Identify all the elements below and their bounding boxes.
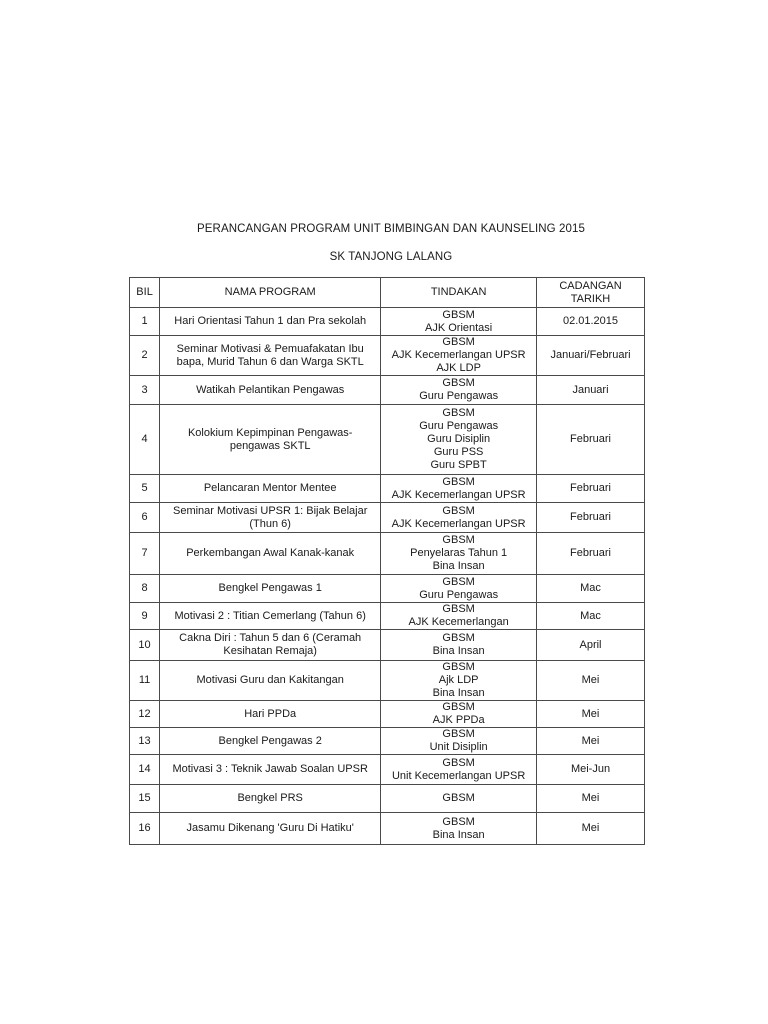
cell-bil: 4 [130, 405, 160, 475]
header-cadangan-tarikh: CADANGAN TARIKH [537, 278, 645, 308]
tindakan-item: GBSM [442, 575, 475, 588]
tindakan-item: GBSM [442, 407, 475, 419]
cell-nama-program: Bengkel Pengawas 1 [160, 575, 381, 603]
cell-nama-program: Motivasi 3 : Teknik Jawab Soalan UPSR [160, 755, 381, 785]
cell-cadangan-tarikh: Mac [537, 603, 645, 630]
tindakan-item: AJK Kecemerlangan UPSR [391, 488, 526, 501]
tindakan-item: GBSM [442, 728, 475, 740]
table-row [130, 376, 645, 405]
cell-cadangan-tarikh: Mac [537, 575, 645, 603]
tindakan-item: GBSM [442, 815, 475, 828]
tindakan-item: GBSM [442, 756, 475, 769]
tindakan-item: Bina Insan [432, 687, 485, 699]
cell-cadangan-tarikh: 02.01.2015 [537, 308, 645, 336]
cell-cadangan-tarikh: Mei [537, 661, 645, 701]
table-body [130, 308, 645, 845]
cell-bil: 8 [130, 575, 160, 603]
tindakan-item: Guru Disiplin [427, 433, 491, 445]
cell-tindakan [381, 755, 537, 785]
cell-cadangan-tarikh: Mei-Jun [537, 755, 645, 785]
table-row [130, 533, 645, 575]
tindakan-item: Penyelaras Tahun 1 [410, 547, 508, 559]
tindakan-item: GBSM [442, 475, 475, 488]
tindakan-item: GBSM [442, 603, 475, 615]
cell-tindakan [381, 405, 537, 475]
cell-nama-program: Motivasi Guru dan Kakitangan [160, 661, 381, 701]
document-title: PERANCANGAN PROGRAM UNIT BIMBINGAN DAN KAUNSELING 2015 [197, 223, 585, 235]
tindakan-item: GBSM [442, 336, 475, 348]
header-nama-program: NAMA PROGRAM [160, 278, 381, 308]
table-row [130, 701, 645, 728]
tindakan-item: GBSM [442, 632, 475, 644]
cell-nama-program: Jasamu Dikenang 'Guru Di Hatiku' [160, 813, 381, 845]
tindakan-item: Unit Kecemerlangan UPSR [391, 769, 526, 782]
tindakan-item: GBSM [442, 661, 475, 673]
tindakan-item: Guru PSS [433, 446, 484, 458]
tindakan-item: GBSM [442, 504, 475, 517]
cell-bil: 15 [130, 785, 160, 813]
table-row [130, 308, 645, 336]
cell-tindakan [381, 661, 537, 701]
header-bil: BIL [130, 278, 160, 308]
tindakan-item: GBSM [442, 377, 475, 389]
cell-tindakan [381, 603, 537, 630]
cell-cadangan-tarikh: Februari [537, 405, 645, 475]
cell-nama-program: Motivasi 2 : Titian Cemerlang (Tahun 6) [160, 603, 381, 630]
cell-tindakan [381, 533, 537, 575]
cell-tindakan [381, 728, 537, 755]
table-row [130, 755, 645, 785]
tindakan-item: Bina Insan [432, 645, 485, 657]
cell-bil: 11 [130, 661, 160, 701]
cell-cadangan-tarikh: Februari [537, 503, 645, 533]
tindakan-item: AJK Kecemerlangan [408, 616, 509, 628]
cell-cadangan-tarikh: Mei [537, 728, 645, 755]
cell-bil: 1 [130, 308, 160, 336]
tindakan-item: Bina Insan [432, 560, 485, 572]
tindakan-item: GBSM [442, 308, 475, 321]
cell-cadangan-tarikh: Mei [537, 701, 645, 728]
cell-bil: 7 [130, 533, 160, 575]
cell-tindakan [381, 308, 537, 336]
table-row [130, 336, 645, 376]
tindakan-item: Bina Insan [432, 828, 485, 841]
cell-cadangan-tarikh: Mei [537, 785, 645, 813]
tindakan-item: Unit Disiplin [429, 741, 488, 753]
cell-cadangan-tarikh: Februari [537, 475, 645, 503]
cell-cadangan-tarikh: Januari/Februari [537, 336, 645, 376]
cell-nama-program: Pelancaran Mentor Mentee [160, 475, 381, 503]
cell-nama-program: Seminar Motivasi UPSR 1: Bijak Belajar (Thun 6) [160, 503, 381, 533]
tindakan-item: AJK Kecemerlangan UPSR [391, 349, 526, 361]
cell-tindakan [381, 630, 537, 661]
header-tindakan: TINDAKAN [381, 278, 537, 308]
tindakan-item: GBSM [442, 534, 475, 546]
cell-nama-program: Hari PPDa [160, 701, 381, 728]
tindakan-item: AJK PPDa [432, 714, 485, 726]
program-table [129, 277, 645, 845]
cell-nama-program: Cakna Diri : Tahun 5 dan 6 (Ceramah Kesihatan Remaja) [160, 630, 381, 661]
cell-bil: 10 [130, 630, 160, 661]
tindakan-item: Guru Pengawas [419, 390, 499, 402]
cell-tindakan [381, 475, 537, 503]
cell-cadangan-tarikh: Februari [537, 533, 645, 575]
cell-bil: 5 [130, 475, 160, 503]
table-row [130, 405, 645, 475]
tindakan-item: Guru Pengawas [419, 588, 499, 601]
table-row [130, 575, 645, 603]
cell-tindakan [381, 336, 537, 376]
cell-tindakan [381, 376, 537, 405]
table-row [130, 630, 645, 661]
cell-tindakan [381, 701, 537, 728]
cell-bil: 9 [130, 603, 160, 630]
cell-tindakan [381, 813, 537, 845]
cell-nama-program: Seminar Motivasi & Pemuafakatan Ibu bapa, Murid Tahun 6 dan Warga SKTL [160, 336, 381, 376]
tindakan-item: AJK Orientasi [425, 321, 493, 334]
cell-bil: 2 [130, 336, 160, 376]
table-row [130, 503, 645, 533]
cell-nama-program: Kolokium Kepimpinan Pengawas-pengawas SKTL [160, 405, 381, 475]
tindakan-item: GBSM [442, 701, 475, 713]
tindakan-item: Guru Pengawas [419, 420, 499, 432]
cell-tindakan [381, 575, 537, 603]
table-row [130, 475, 645, 503]
cell-bil: 6 [130, 503, 160, 533]
cell-bil: 13 [130, 728, 160, 755]
cell-cadangan-tarikh: Januari [537, 376, 645, 405]
cell-nama-program: Hari Orientasi Tahun 1 dan Pra sekolah [160, 308, 381, 336]
table-row [130, 785, 645, 813]
tindakan-item: AJK Kecemerlangan UPSR [391, 517, 526, 530]
cell-bil: 16 [130, 813, 160, 845]
cell-tindakan [381, 503, 537, 533]
cell-bil: 12 [130, 701, 160, 728]
cell-nama-program: Watikah Pelantikan Pengawas [160, 376, 381, 405]
cell-nama-program: Bengkel Pengawas 2 [160, 728, 381, 755]
cell-nama-program: Perkembangan Awal Kanak-kanak [160, 533, 381, 575]
tindakan-item: Ajk LDP [438, 674, 479, 686]
tindakan-item: AJK LDP [436, 362, 481, 374]
table-row [130, 603, 645, 630]
cell-bil: 3 [130, 376, 160, 405]
school-name: SK TANJONG LALANG [329, 251, 453, 263]
table-row [130, 813, 645, 845]
table-header-row [130, 278, 645, 308]
cell-bil: 14 [130, 755, 160, 785]
table-row [130, 661, 645, 701]
cell-nama-program: Bengkel PRS [160, 785, 381, 813]
tindakan-item: GBSM [442, 792, 475, 804]
table-row [130, 728, 645, 755]
cell-cadangan-tarikh: Mei [537, 813, 645, 845]
cell-cadangan-tarikh: April [537, 630, 645, 661]
cell-tindakan [381, 785, 537, 813]
tindakan-item: Guru SPBT [430, 459, 487, 471]
